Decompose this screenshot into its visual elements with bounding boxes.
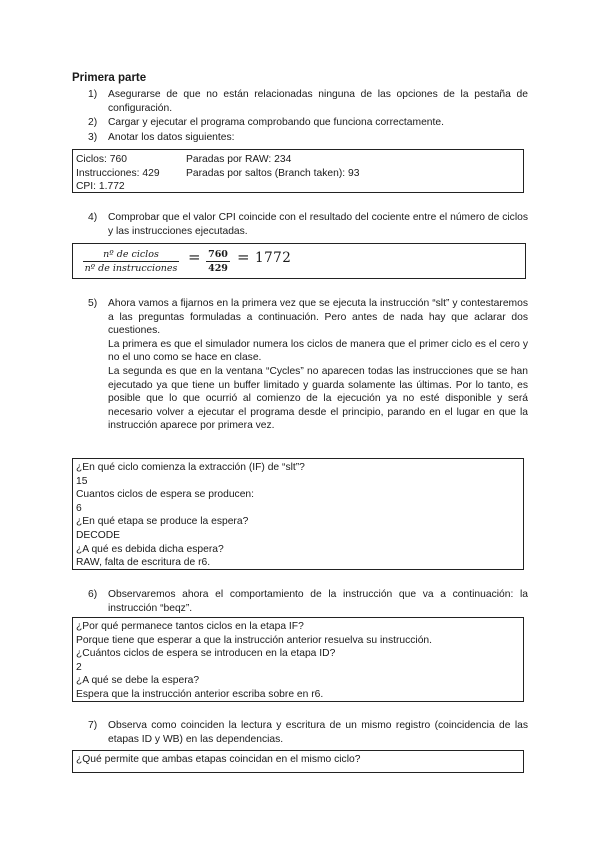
stat-paradas-saltos: Paradas por saltos (Branch taken): 93 [186,167,360,179]
step-5-paragraph: La segunda es que en la ventana “Cycles” no aparecen todas las instrucciones que se han ejecutado ya que tiene un buffer limitado y guarda solamente las últimas. Por lo tanto, es posible que lo que ocurrió al comienzo de la ejecución ya no esté disponible y será necesario volver a ejecutar el programa desde el principio, parando en el lugar en que la instrucción aparece por primera vez. [108,365,528,432]
step-number: 4) [88,212,98,223]
question: ¿Por qué permanece tantos ciclos en la etapa IF? [76,621,304,632]
formula-numerator-value: 760 [208,249,228,260]
formula-denominator-value: 429 [208,263,228,274]
answer: Espera que la instrucción anterior escriba sobre en r6. [76,688,324,700]
stat-ciclos: Ciclos: 760 [76,154,127,165]
formula-equals-2: = [237,248,250,266]
formula-equals: = [188,248,201,266]
question: ¿Qué permite que ambas etapas coincidan en el mismo ciclo? [76,754,361,765]
step-text: Observaremos ahora el comportamiento de la instrucción que va a continuación: la instrucción “beqz”. [108,589,528,614]
step-3 [88,131,528,145]
step-2 [88,116,528,130]
question: ¿A qué se debe la espera? [76,675,200,687]
step-number: 3) [88,132,98,143]
step-6 [88,588,528,615]
step-text [108,297,528,433]
step-text: Anotar los datos siguientes: [108,132,235,143]
question: ¿En qué ciclo comienza la extracción (IF) de “slt”? [76,462,305,473]
stats-box [72,149,524,193]
formula-numerator-label: nº de ciclos [103,249,159,260]
section-title: Primera parte [72,72,147,84]
step-text: Asegurarse de que no están relacionadas ninguna de las opciones de la pestaña de configuración. [108,89,528,114]
step-number: 5) [88,298,98,309]
formula-fraction-labels [83,248,179,275]
formula-result: 1772 [255,250,292,266]
stat-instrucciones: Instrucciones: 429 [76,167,160,179]
question: ¿Cuántos ciclos de espera se introducen en la etapa ID? [76,648,336,660]
answer: DECODE [76,529,121,541]
step-1 [88,88,528,115]
cpi-formula-box [72,243,526,279]
stat-cpi: CPI: 1.772 [76,181,125,193]
step-number: 6) [88,589,98,600]
answer: Porque tiene que esperar a que la instrucción anterior resuelva su instrucción. [76,634,433,646]
formula-denominator-label: nº de instrucciones [84,263,178,274]
step-number: 7) [88,720,98,731]
question: ¿En qué etapa se produce la espera? [76,516,249,528]
step-5-paragraph: Ahora vamos a fijarnos en la primera vez que se ejecuta la instrucción “slt” y contestaremos a las preguntas formuladas a continuación. Pero antes de nada hay que aclarar dos cuestiones. [108,298,528,337]
answer: 15 [76,475,88,487]
step-4 [88,211,528,238]
formula-fraction-values [206,248,230,275]
answer: RAW, falta de escritura de r6. [76,557,211,569]
step-text: Comprobar que el valor CPI coincide con el resultado del cociente entre el número de ciclos y las instrucciones ejecutadas. [108,212,528,237]
question: ¿A qué es debida dicha espera? [76,543,224,555]
qa-slt-box [72,458,524,570]
qa-beqz-box [72,617,524,702]
answer: 2 [76,661,82,673]
step-number: 2) [88,117,98,128]
step-text: Observa como coinciden la lectura y escritura de un mismo registro (coincidencia de las etapas ID y WB) en las dependencias. [108,720,528,745]
step-5 [88,297,528,433]
question: Cuantos ciclos de espera se producen: [76,489,255,501]
step-7 [88,719,528,746]
step-number: 1) [88,89,98,100]
step-text: Cargar y ejecutar el programa comprobando que funciona correctamente. [108,117,444,128]
stat-paradas-raw: Paradas por RAW: 234 [186,154,292,165]
step-5-paragraph: La primera es que el simulador numera los ciclos de manera que el primer ciclo es el cero y no el uno como se hace en clase. [108,338,528,364]
answer: 6 [76,502,82,514]
qa-final-box [72,750,524,773]
